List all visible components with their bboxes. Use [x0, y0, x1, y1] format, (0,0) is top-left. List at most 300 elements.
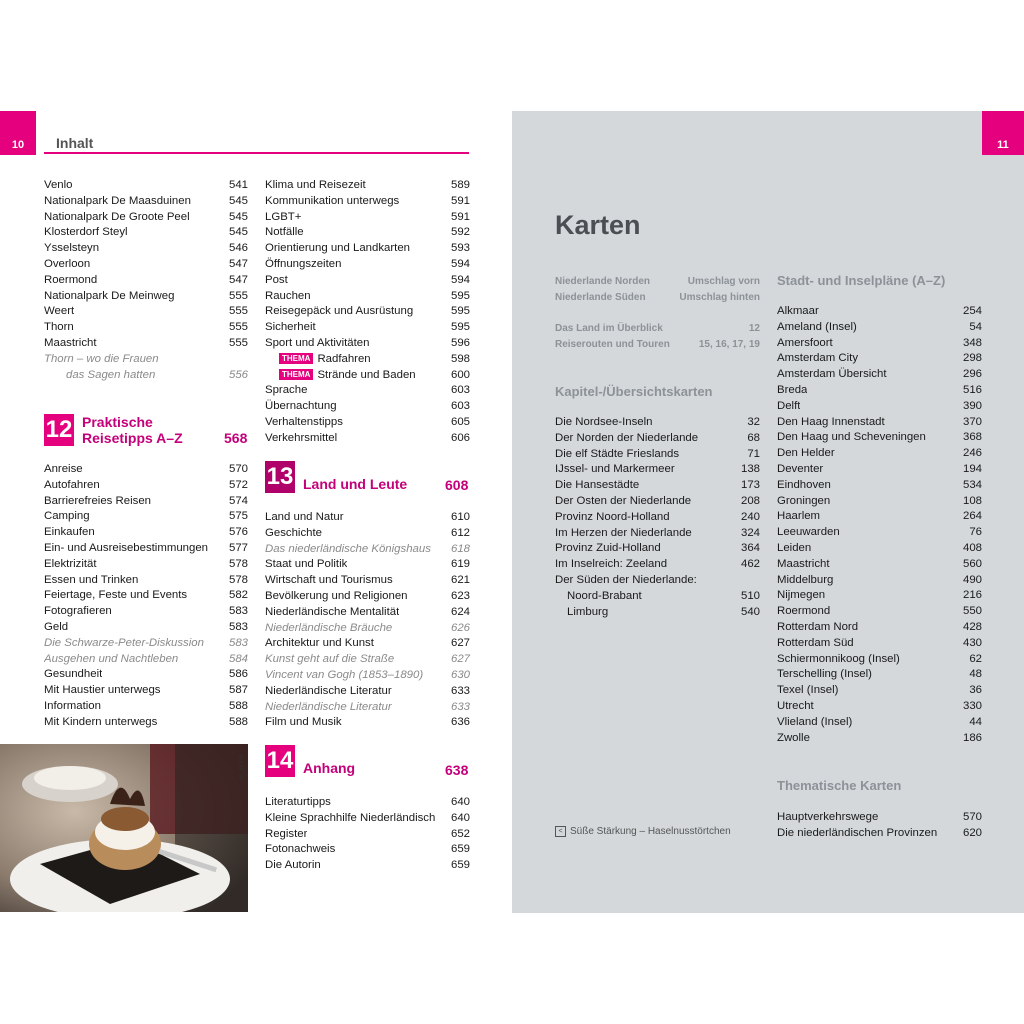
toc-entry-label: Ysselsteyn: [44, 242, 100, 255]
toc-entry: [265, 589, 470, 605]
toc-entry-label: Thorn – wo die Frauen: [44, 352, 159, 365]
toc-entry-label: Die Autorin: [265, 859, 321, 872]
toc-entry-page: 54: [969, 320, 982, 333]
toc-entry-page: 570: [228, 463, 248, 475]
toc-entry-label: Essen und Trinken: [44, 573, 139, 586]
toc-entry-page: 36: [969, 684, 982, 697]
toc-entry: [44, 652, 248, 668]
toc-entry: [265, 811, 470, 827]
toc-entry-label: Rotterdam Süd: [777, 636, 854, 649]
toc-entry-page: 12: [748, 323, 760, 334]
toc-entry-label: Das Land im Überblick: [555, 323, 663, 334]
toc-entry: [265, 352, 470, 368]
toc-entry-page: 15, 16, 17, 19: [698, 338, 760, 350]
toc-entry: [265, 210, 470, 226]
toc-entry-label: Breda: [777, 383, 808, 396]
toc-entry: [555, 510, 760, 526]
toc-entry: [44, 178, 248, 194]
toc-entry-label: Kleine Sprachhilfe Niederländisch: [265, 811, 436, 824]
toc-entry-label: Öffnungszeiten: [265, 257, 342, 270]
toc-entry-page: 44: [969, 715, 982, 728]
toc-entry-label: Leiden: [777, 541, 812, 554]
toc-entry: [777, 810, 982, 826]
toc-entry-page: 240: [740, 510, 760, 523]
toc-entry-page: 540: [740, 605, 760, 618]
toc-entry-page: 624: [450, 605, 470, 618]
toc-entry-label: Fotonachweis: [265, 843, 336, 856]
chapter-page: 638: [445, 762, 469, 778]
toc-entry-page: 582: [228, 589, 248, 602]
toc-entry: [265, 700, 470, 716]
toc-entry: [777, 415, 982, 431]
toc-entry-label: Nationalpark De Groote Peel: [44, 210, 190, 223]
toc-entry-label: Rotterdam Nord: [777, 620, 859, 633]
toc-entry: [44, 509, 248, 525]
toc-entry-page: 593: [450, 242, 470, 255]
toc-entry-label: Provinz Noord-Holland: [555, 510, 670, 523]
toc-entry: [44, 683, 248, 699]
toc-entry-label: Niederländische Literatur: [265, 684, 392, 697]
toc-entry-page: 68: [747, 431, 760, 444]
toc-entry-page: 246: [962, 447, 982, 460]
toc-entry-page: 610: [450, 511, 470, 523]
toc-entry: [44, 320, 248, 336]
map-list: [555, 415, 760, 620]
chapter-number: 12: [44, 414, 74, 446]
toc-entry-label: Niederlande Süden: [555, 291, 646, 303]
toc-entry-page: 620: [962, 826, 982, 839]
toc-entry-page: 583: [228, 620, 248, 633]
toc-entry-label: Staat und Politik: [265, 558, 348, 571]
toc-entry: [777, 446, 982, 462]
toc-entry-page: 390: [962, 399, 982, 412]
toc-entry-label: Der Osten der Niederlande: [555, 494, 692, 507]
toc-entry: [777, 588, 982, 604]
toc-entry: [777, 399, 982, 415]
toc-entry-page: 555: [228, 289, 248, 302]
chapter-title-line1: Praktische: [82, 414, 153, 430]
toc-entry-label: Maastricht: [777, 557, 830, 570]
toc-entry-label: Anreise: [44, 463, 83, 475]
chapter-number: 13: [265, 461, 295, 493]
toc-entry-page: 626: [450, 621, 470, 634]
toc-entry: [777, 462, 982, 478]
chapter-heading-12: [44, 414, 183, 446]
toc-entry-page: 583: [228, 605, 248, 618]
toc-entry-page: 216: [962, 589, 982, 602]
toc-entry-label: Den Helder: [777, 447, 835, 460]
arrow-left-icon: <: [555, 826, 566, 837]
toc-entry-label: Reiserouten und Touren: [555, 338, 670, 350]
toc-entry: [777, 478, 982, 494]
chapter-heading-14: [265, 745, 355, 777]
toc-entry-page: 76: [969, 526, 982, 539]
toc-entry: [44, 667, 248, 683]
toc-entry-label: Delft: [777, 399, 801, 412]
toc-entry-page: 612: [450, 526, 470, 539]
toc-entry-page: 547: [228, 257, 248, 270]
page-number-right: 11: [982, 111, 1024, 155]
toc-entry: [777, 336, 982, 352]
toc-entry: [777, 715, 982, 731]
toc-entry-label: Gesundheit: [44, 668, 103, 681]
toc-entry: [265, 636, 470, 652]
toc-entry-label: Feiertage, Feste und Events: [44, 589, 188, 602]
toc-entry-page: 348: [962, 336, 982, 349]
toc-entry: [265, 621, 470, 637]
toc-entry: [265, 557, 470, 573]
toc-list: [265, 510, 470, 731]
toc-entry-page: 598: [450, 352, 470, 365]
toc-entry-page: 630: [450, 668, 470, 681]
toc-entry: [777, 367, 982, 383]
toc-entry-label: Nijmegen: [777, 589, 826, 602]
toc-entry: [265, 684, 470, 700]
overview-list: [555, 274, 760, 306]
toc-entry-page: 555: [228, 336, 248, 349]
chapter-title: Land und Leute: [303, 476, 408, 492]
toc-entry-page: 71: [747, 447, 760, 460]
toc-entry-page: 586: [228, 668, 248, 681]
toc-entry: [555, 321, 760, 337]
toc-entry-label: THEMA Strände und Baden: [265, 368, 416, 384]
toc-entry-label: Reisegepäck und Ausrüstung: [265, 305, 414, 318]
toc-entry-label: Ameland (Insel): [777, 320, 857, 333]
toc-entry-page: 596: [450, 336, 470, 349]
toc-entry-label: Elektrizität: [44, 557, 97, 570]
toc-entry-label: Die elf Städte Frieslands: [555, 447, 680, 460]
toc-entry-page: 556: [228, 368, 248, 381]
toc-entry-label: Camping: [44, 510, 90, 523]
toc-entry-label: Barrierefreies Reisen: [44, 494, 151, 507]
toc-entry: [555, 274, 760, 290]
toc-entry-page: 600: [450, 368, 470, 381]
toc-entry: [265, 368, 470, 384]
toc-entry: [777, 604, 982, 620]
toc-entry-page: 330: [962, 699, 982, 712]
toc-entry-label: Ein- und Ausreisebestimmungen: [44, 541, 208, 554]
toc-entry-page: 640: [450, 811, 470, 824]
toc-entry: [265, 336, 470, 352]
toc-entry-label: Thorn: [44, 321, 74, 334]
toc-entry: [777, 826, 982, 842]
toc-entry-label: Die Hansestädte: [555, 479, 640, 492]
toc-entry-page: 186: [962, 731, 982, 744]
toc-entry-label: Fotografieren: [44, 605, 112, 618]
toc-entry-label: Die Schwarze-Peter-Diskussion: [44, 636, 204, 649]
toc-entry: [777, 304, 982, 320]
toc-entry: [555, 431, 760, 447]
toc-entry: [265, 320, 470, 336]
toc-entry: [555, 526, 760, 542]
toc-entry-label: Terschelling (Insel): [777, 668, 872, 681]
toc-entry: [44, 241, 248, 257]
page-header: Inhalt: [56, 135, 94, 151]
toc-entry-label: Limburg: [567, 605, 609, 618]
toc-entry: [44, 257, 248, 273]
toc-entry-page: 48: [969, 668, 982, 681]
toc-entry: [265, 827, 470, 843]
toc-entry: [44, 557, 248, 573]
caption-text: Süße Stärkung – Haselnusstörtchen: [570, 826, 731, 837]
toc-entry-page: 627: [450, 637, 470, 650]
toc-list: [44, 462, 248, 731]
toc-entry: [265, 605, 470, 621]
toc-entry: [777, 351, 982, 367]
toc-entry-page: 584: [228, 652, 248, 665]
toc-entry-label: Roermond: [44, 273, 98, 286]
toc-entry-page: 296: [962, 368, 982, 381]
toc-entry-label: Groningen: [777, 494, 831, 507]
toc-entry-label: Autofahren: [44, 478, 100, 491]
toc-entry-page: 430: [962, 636, 982, 649]
toc-entry-label: Niederlande Norden: [555, 276, 651, 287]
toc-entry-label: Maastricht: [44, 336, 97, 349]
page-title: Karten: [555, 210, 641, 240]
toc-entry-label: Amsterdam City: [777, 352, 859, 365]
toc-entry-label: Kunst geht auf die Straße: [265, 653, 395, 666]
toc-entry-label: Hauptverkehrswege: [777, 811, 879, 823]
toc-entry-label: das Sagen hatten: [66, 368, 156, 381]
toc-entry-label: Noord-Brabant: [567, 589, 642, 602]
cake-photo: [0, 744, 248, 912]
toc-entry-label: Haarlem: [777, 510, 821, 523]
thema-badge: THEMA: [279, 369, 313, 380]
toc-entry-label: Mit Kindern unterwegs: [44, 715, 158, 728]
toc-entry-label: Einkaufen: [44, 526, 95, 539]
toc-entry-page: 138: [740, 463, 760, 476]
toc-entry: [555, 541, 760, 557]
toc-entry-page: 575: [228, 510, 248, 523]
toc-entry: [555, 290, 760, 306]
toc-entry-label: Übernachtung: [265, 400, 337, 413]
toc-entry-page: 595: [450, 321, 470, 334]
toc-entry-label: Geschichte: [265, 526, 322, 539]
toc-entry-label: Rauchen: [265, 289, 311, 302]
toc-entry: [777, 383, 982, 399]
toc-entry: [265, 573, 470, 589]
toc-entry-page: 595: [450, 305, 470, 318]
toc-entry-label: Orientierung und Landkarten: [265, 242, 411, 255]
toc-entry: [44, 573, 248, 589]
toc-entry-page: 652: [450, 827, 470, 840]
toc-entry: [44, 636, 248, 652]
toc-entry-page: 633: [450, 700, 470, 713]
overview-list: [555, 321, 760, 353]
toc-entry-label: Der Süden der Niederlande:: [555, 573, 697, 586]
toc-entry-label: Im Herzen der Niederlande: [555, 526, 692, 539]
toc-entry-page: 578: [228, 573, 248, 586]
toc-entry-label: Middelburg: [777, 573, 834, 586]
toc-entry: [44, 352, 248, 368]
toc-entry: [265, 526, 470, 542]
toc-entry-page: 546: [228, 242, 248, 255]
toc-entry-label: Schiermonnikoog (Insel): [777, 652, 900, 665]
chapter-heading-13: [265, 461, 407, 493]
toc-entry-page: 577: [228, 541, 248, 554]
toc-entry: [265, 194, 470, 210]
toc-entry-label: Sprache: [265, 384, 308, 397]
toc-entry-page: 587: [228, 684, 248, 697]
toc-entry-label: Leeuwarden: [777, 526, 840, 539]
toc-entry-page: 545: [228, 194, 248, 207]
toc-entry-label: Klima und Reisezeit: [265, 179, 366, 191]
toc-entry: [44, 478, 248, 494]
toc-entry: [777, 541, 982, 557]
toc-entry-label: Notfälle: [265, 226, 304, 239]
toc-entry-page: 368: [962, 431, 982, 444]
toc-entry-page: 595: [450, 289, 470, 302]
toc-entry-label: Land und Natur: [265, 511, 344, 523]
toc-entry: [44, 604, 248, 620]
toc-entry: [265, 510, 470, 526]
toc-entry-page: 603: [450, 400, 470, 413]
toc-entry-label: Information: [44, 699, 101, 712]
toc-entry-label: LGBT+: [265, 210, 302, 223]
toc-list: [44, 178, 248, 383]
toc-list: [265, 178, 470, 447]
toc-entry-label: Geld: [44, 620, 69, 633]
toc-entry-page: 591: [450, 210, 470, 223]
toc-entry: [44, 194, 248, 210]
toc-entry-page: 560: [962, 557, 982, 570]
toc-entry-page: 298: [962, 352, 982, 365]
toc-entry-page: 462: [740, 558, 760, 571]
toc-entry: [265, 858, 470, 874]
toc-entry-label: Verkehrsmittel: [265, 431, 338, 444]
toc-entry: [44, 588, 248, 604]
toc-entry-label: Nationalpark De Maasduinen: [44, 194, 191, 207]
toc-entry: [44, 462, 248, 478]
toc-entry-page: 547: [228, 273, 248, 286]
toc-entry-label: Deventer: [777, 462, 824, 475]
toc-entry: [555, 605, 760, 621]
toc-entry-page: 574: [228, 494, 248, 507]
toc-entry-page: 659: [450, 859, 470, 872]
map-list: [777, 304, 982, 746]
section-heading: Stadt- und Inselpläne (A–Z): [777, 273, 946, 288]
toc-entry-label: Ausgehen und Nachtleben: [44, 652, 179, 665]
photo-credit: nl_347 rs: [239, 754, 245, 779]
toc-entry-label: Sport und Aktivitäten: [265, 336, 370, 349]
toc-entry: [44, 368, 248, 384]
toc-entry: [777, 652, 982, 668]
toc-entry: [777, 494, 982, 510]
chapter-page: 608: [445, 477, 469, 493]
toc-entry-page: 541: [228, 179, 248, 191]
toc-entry-label: Wirtschaft und Tourismus: [265, 574, 393, 587]
toc-entry-page: 62: [969, 652, 982, 665]
toc-entry-page: 490: [962, 573, 982, 586]
toc-entry-page: 636: [450, 716, 470, 729]
toc-entry-page: 594: [450, 273, 470, 286]
toc-entry-label: Post: [265, 273, 288, 286]
toc-entry: [265, 273, 470, 289]
toc-entry-page: Umschlag hinten: [679, 291, 760, 303]
toc-entry-page: 633: [450, 684, 470, 697]
toc-entry: [265, 668, 470, 684]
toc-entry-label: Architektur und Kunst: [265, 637, 374, 650]
toc-entry: [44, 620, 248, 636]
toc-entry: [265, 715, 470, 731]
toc-entry-label: Film und Musik: [265, 716, 342, 729]
toc-entry: [265, 241, 470, 257]
toc-entry: [555, 462, 760, 478]
toc-entry-page: 408: [962, 541, 982, 554]
chapter-page: 568: [224, 430, 248, 446]
toc-entry-label: Mit Haustier unterwegs: [44, 684, 161, 697]
toc-entry-label: Eindhoven: [777, 478, 831, 491]
toc-entry: [44, 541, 248, 557]
toc-entry: [44, 304, 248, 320]
toc-entry: [777, 557, 982, 573]
toc-entry-label: IJssel- und Markermeer: [555, 463, 675, 476]
toc-entry: [44, 715, 248, 731]
toc-entry-page: 555: [228, 305, 248, 318]
toc-entry: [265, 257, 470, 273]
toc-entry-page: 623: [450, 589, 470, 602]
toc-entry: [44, 494, 248, 510]
toc-entry: [265, 542, 470, 558]
toc-entry-label: Venlo: [44, 179, 73, 191]
toc-entry-page: 594: [450, 257, 470, 270]
section-heading: Thematische Karten: [777, 778, 902, 793]
toc-entry: [555, 494, 760, 510]
toc-entry-page: 516: [962, 383, 982, 396]
toc-entry-page: 640: [450, 796, 470, 808]
toc-entry-label: Provinz Zuid-Holland: [555, 542, 661, 555]
toc-entry-label: Utrecht: [777, 699, 814, 712]
toc-entry-page: 550: [962, 605, 982, 618]
toc-entry-label: Vincent van Gogh (1853–1890): [265, 668, 424, 681]
toc-entry: [265, 652, 470, 668]
toc-entry-page: 264: [962, 510, 982, 523]
toc-entry-page: 606: [450, 431, 470, 444]
toc-entry-page: 576: [228, 526, 248, 539]
toc-entry-label: Overloon: [44, 257, 91, 270]
toc-entry: [555, 415, 760, 431]
toc-entry: [265, 383, 470, 399]
toc-entry-page: 428: [962, 620, 982, 633]
toc-entry-page: 592: [450, 226, 470, 239]
toc-entry: [777, 320, 982, 336]
toc-entry: [265, 178, 470, 194]
toc-entry-page: 510: [740, 589, 760, 602]
map-list: [777, 810, 982, 842]
thema-badge: THEMA: [279, 353, 313, 364]
toc-entry-label: Literaturtipps: [265, 796, 331, 808]
toc-entry: [44, 210, 248, 226]
toc-entry-label: Kommunikation unterwegs: [265, 194, 400, 207]
toc-entry-page: 588: [228, 699, 248, 712]
chapter-title-line2: Reisetipps A–Z: [82, 430, 183, 446]
toc-entry-page: 364: [740, 542, 760, 555]
toc-entry-label: Die niederländischen Provinzen: [777, 826, 938, 839]
toc-entry-page: 570: [962, 811, 982, 823]
toc-entry-label: Das niederländische Königshaus: [265, 542, 431, 555]
toc-entry-page: 578: [228, 557, 248, 570]
toc-entry-page: 324: [740, 526, 760, 539]
toc-entry-page: 603: [450, 384, 470, 397]
toc-entry-label: Niederländische Mentalität: [265, 605, 400, 618]
toc-entry-label: Niederländische Bräuche: [265, 621, 393, 634]
toc-entry-label: Im Inselreich: Zeeland: [555, 558, 668, 571]
toc-entry-label: Den Haag und Scheveningen: [777, 431, 926, 444]
header-rule: [44, 152, 469, 154]
toc-entry: [265, 289, 470, 305]
toc-entry-page: 194: [962, 462, 982, 475]
toc-entry: [555, 447, 760, 463]
